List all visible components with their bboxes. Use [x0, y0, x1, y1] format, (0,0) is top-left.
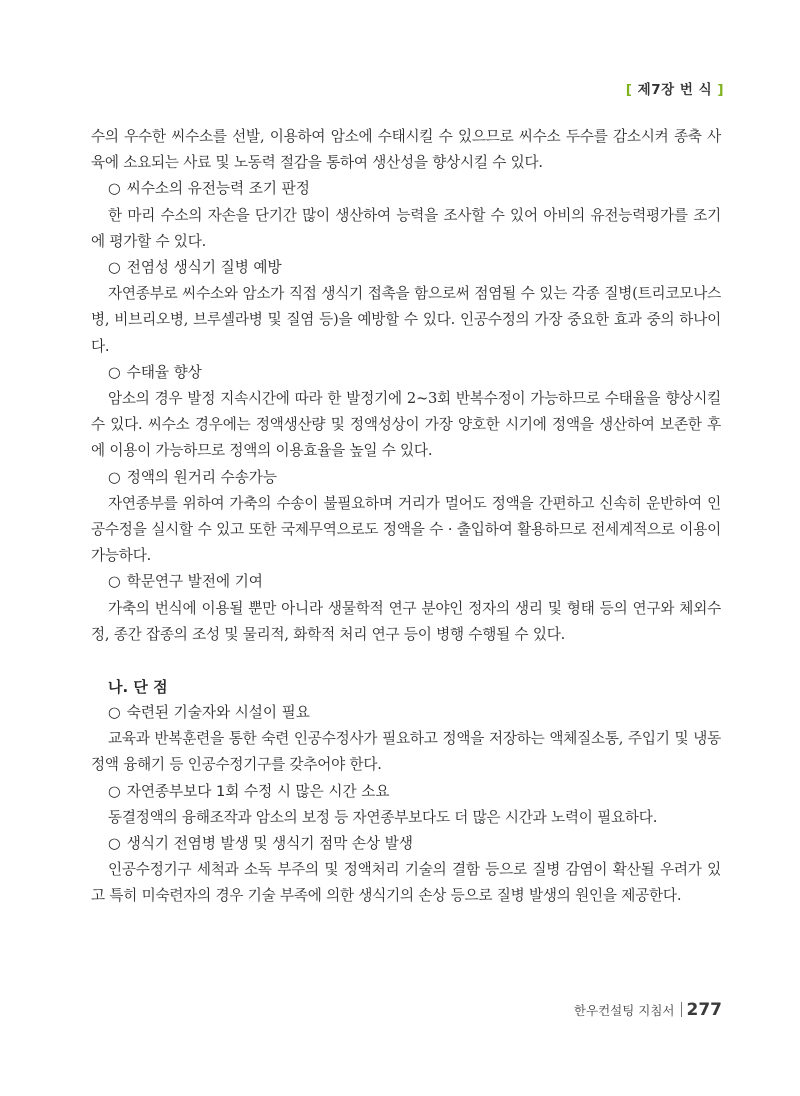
book-title: 한우컨설팅 지침서	[573, 1003, 675, 1018]
heading-7	[91, 779, 721, 805]
paragraph-7: 동결정액의 융해조작과 암소의 보정 등 자연종부보다도 더 많은 시간과 노력이 필요하다.	[108, 808, 658, 826]
chapter-title: 제7장 번 식	[637, 82, 713, 98]
circle-bullet-icon: ○	[108, 782, 121, 800]
chapter-header	[626, 78, 724, 98]
paragraph-4: 자연종부를 위하여 가축의 수송이 불필요하며 거리가 멀어도 정액을 간편하고 신속히 운반하여 인공수정을 실시할 수 있고 또한 국제무역으로도 정액을 수 · 출입하여 활용하므로 전세계적으로 이용이 가능하다.	[91, 494, 721, 565]
heading-8-text: 생식기 전염병 발생 및 생식기 점막 손상 발생	[126, 835, 413, 853]
circle-bullet-icon: ○	[108, 468, 121, 486]
section-title-disadvantages: 나. 단 점	[108, 678, 168, 697]
heading-6-text: 숙련된 기술자와 시설이 필요	[126, 704, 310, 722]
heading-3	[91, 360, 721, 386]
heading-2-text: 전염성 생식기 질병 예방	[126, 259, 282, 277]
header-bracket-open: [	[625, 82, 633, 98]
paragraph-3: 암소의 경우 발정 지속시간에 따라 한 발정기에 2~3회 반복수정이 가능하므로 수태율을 향상시킬 수 있다. 씨수소 경우에는 정액생산량 및 정액성상이 가장 양호한 시기에 정액을 생산하여 보존한 후에 이용이 가능하므로 정액의 이용효율을 높일 수 있다.	[91, 390, 721, 460]
heading-3-text: 수태율 향상	[126, 363, 202, 381]
heading-5-text: 학문연구 발전에 기여	[126, 573, 263, 591]
circle-bullet-icon: ○	[108, 835, 121, 853]
heading-1-text: 씨수소의 유전능력 조기 판정	[126, 180, 310, 198]
heading-2	[91, 255, 721, 281]
heading-4	[91, 465, 721, 491]
paragraph-2: 자연종부로 씨수소와 암소가 직접 생식기 접촉을 함으로써 점염될 수 있는 각종 질병(트리코모나스병, 비브리오병, 브루셀라병 및 질염 등)을 예방할 수 있다. 인공수정의 가장 중요한 효과 중의 하나이다.	[91, 285, 721, 355]
paragraph-0: 수의 우수한 씨수소를 선발, 이용하여 암소에 수태시킬 수 있으므로 씨수소 두수를 감소시켜 종축 사육에 소요되는 사료 및 노동력 절감을 통하여 생산성을 향상시킬 수 있다.	[91, 128, 721, 172]
heading-5	[91, 569, 721, 595]
heading-1	[91, 176, 721, 202]
heading-6	[91, 700, 721, 726]
heading-8	[91, 831, 721, 857]
circle-bullet-icon: ○	[108, 180, 121, 198]
paragraph-5: 가축의 번식에 이용될 뿐만 아니라 생물학적 연구 분야인 정자의 생리 및 형태 등의 연구와 체외수정, 종간 잡종의 조성 및 물리적, 화학적 처리 연구 등이 병행 수행될 수 있다.	[91, 599, 721, 643]
page-body	[91, 124, 721, 910]
header-bracket-close: ]	[717, 82, 724, 98]
page-footer	[574, 1000, 722, 1020]
circle-bullet-icon: ○	[108, 259, 121, 277]
circle-bullet-icon: ○	[108, 363, 121, 381]
paragraph-1: 한 마리 수소의 자손을 단기간 많이 생산하여 능력을 조사할 수 있어 아비의 유전능력평가를 조기에 평가할 수 있다.	[91, 206, 721, 250]
footer-divider	[681, 1002, 682, 1017]
circle-bullet-icon: ○	[108, 704, 121, 722]
heading-7-text: 자연종부보다 1회 수정 시 많은 시간 소요	[126, 782, 390, 800]
circle-bullet-icon: ○	[108, 573, 121, 591]
heading-4-text: 정액의 원거리 수송가능	[126, 468, 277, 486]
paragraph-6: 교육과 반복훈련을 통한 숙련 인공수정사가 필요하고 정액을 저장하는 액체질소통, 주입기 및 냉동정액 융해기 등 인공수정기구를 갖추어야 한다.	[91, 730, 721, 774]
paragraph-8: 인공수정기구 세척과 소독 부주의 및 정액처리 기술의 결함 등으로 질병 감염이 확산될 우려가 있고 특히 미숙련자의 경우 기술 부족에 의한 생식기의 손상 등으로 질병 발생의 원인을 제공한다.	[91, 861, 721, 905]
page-number: 277	[686, 1000, 722, 1020]
